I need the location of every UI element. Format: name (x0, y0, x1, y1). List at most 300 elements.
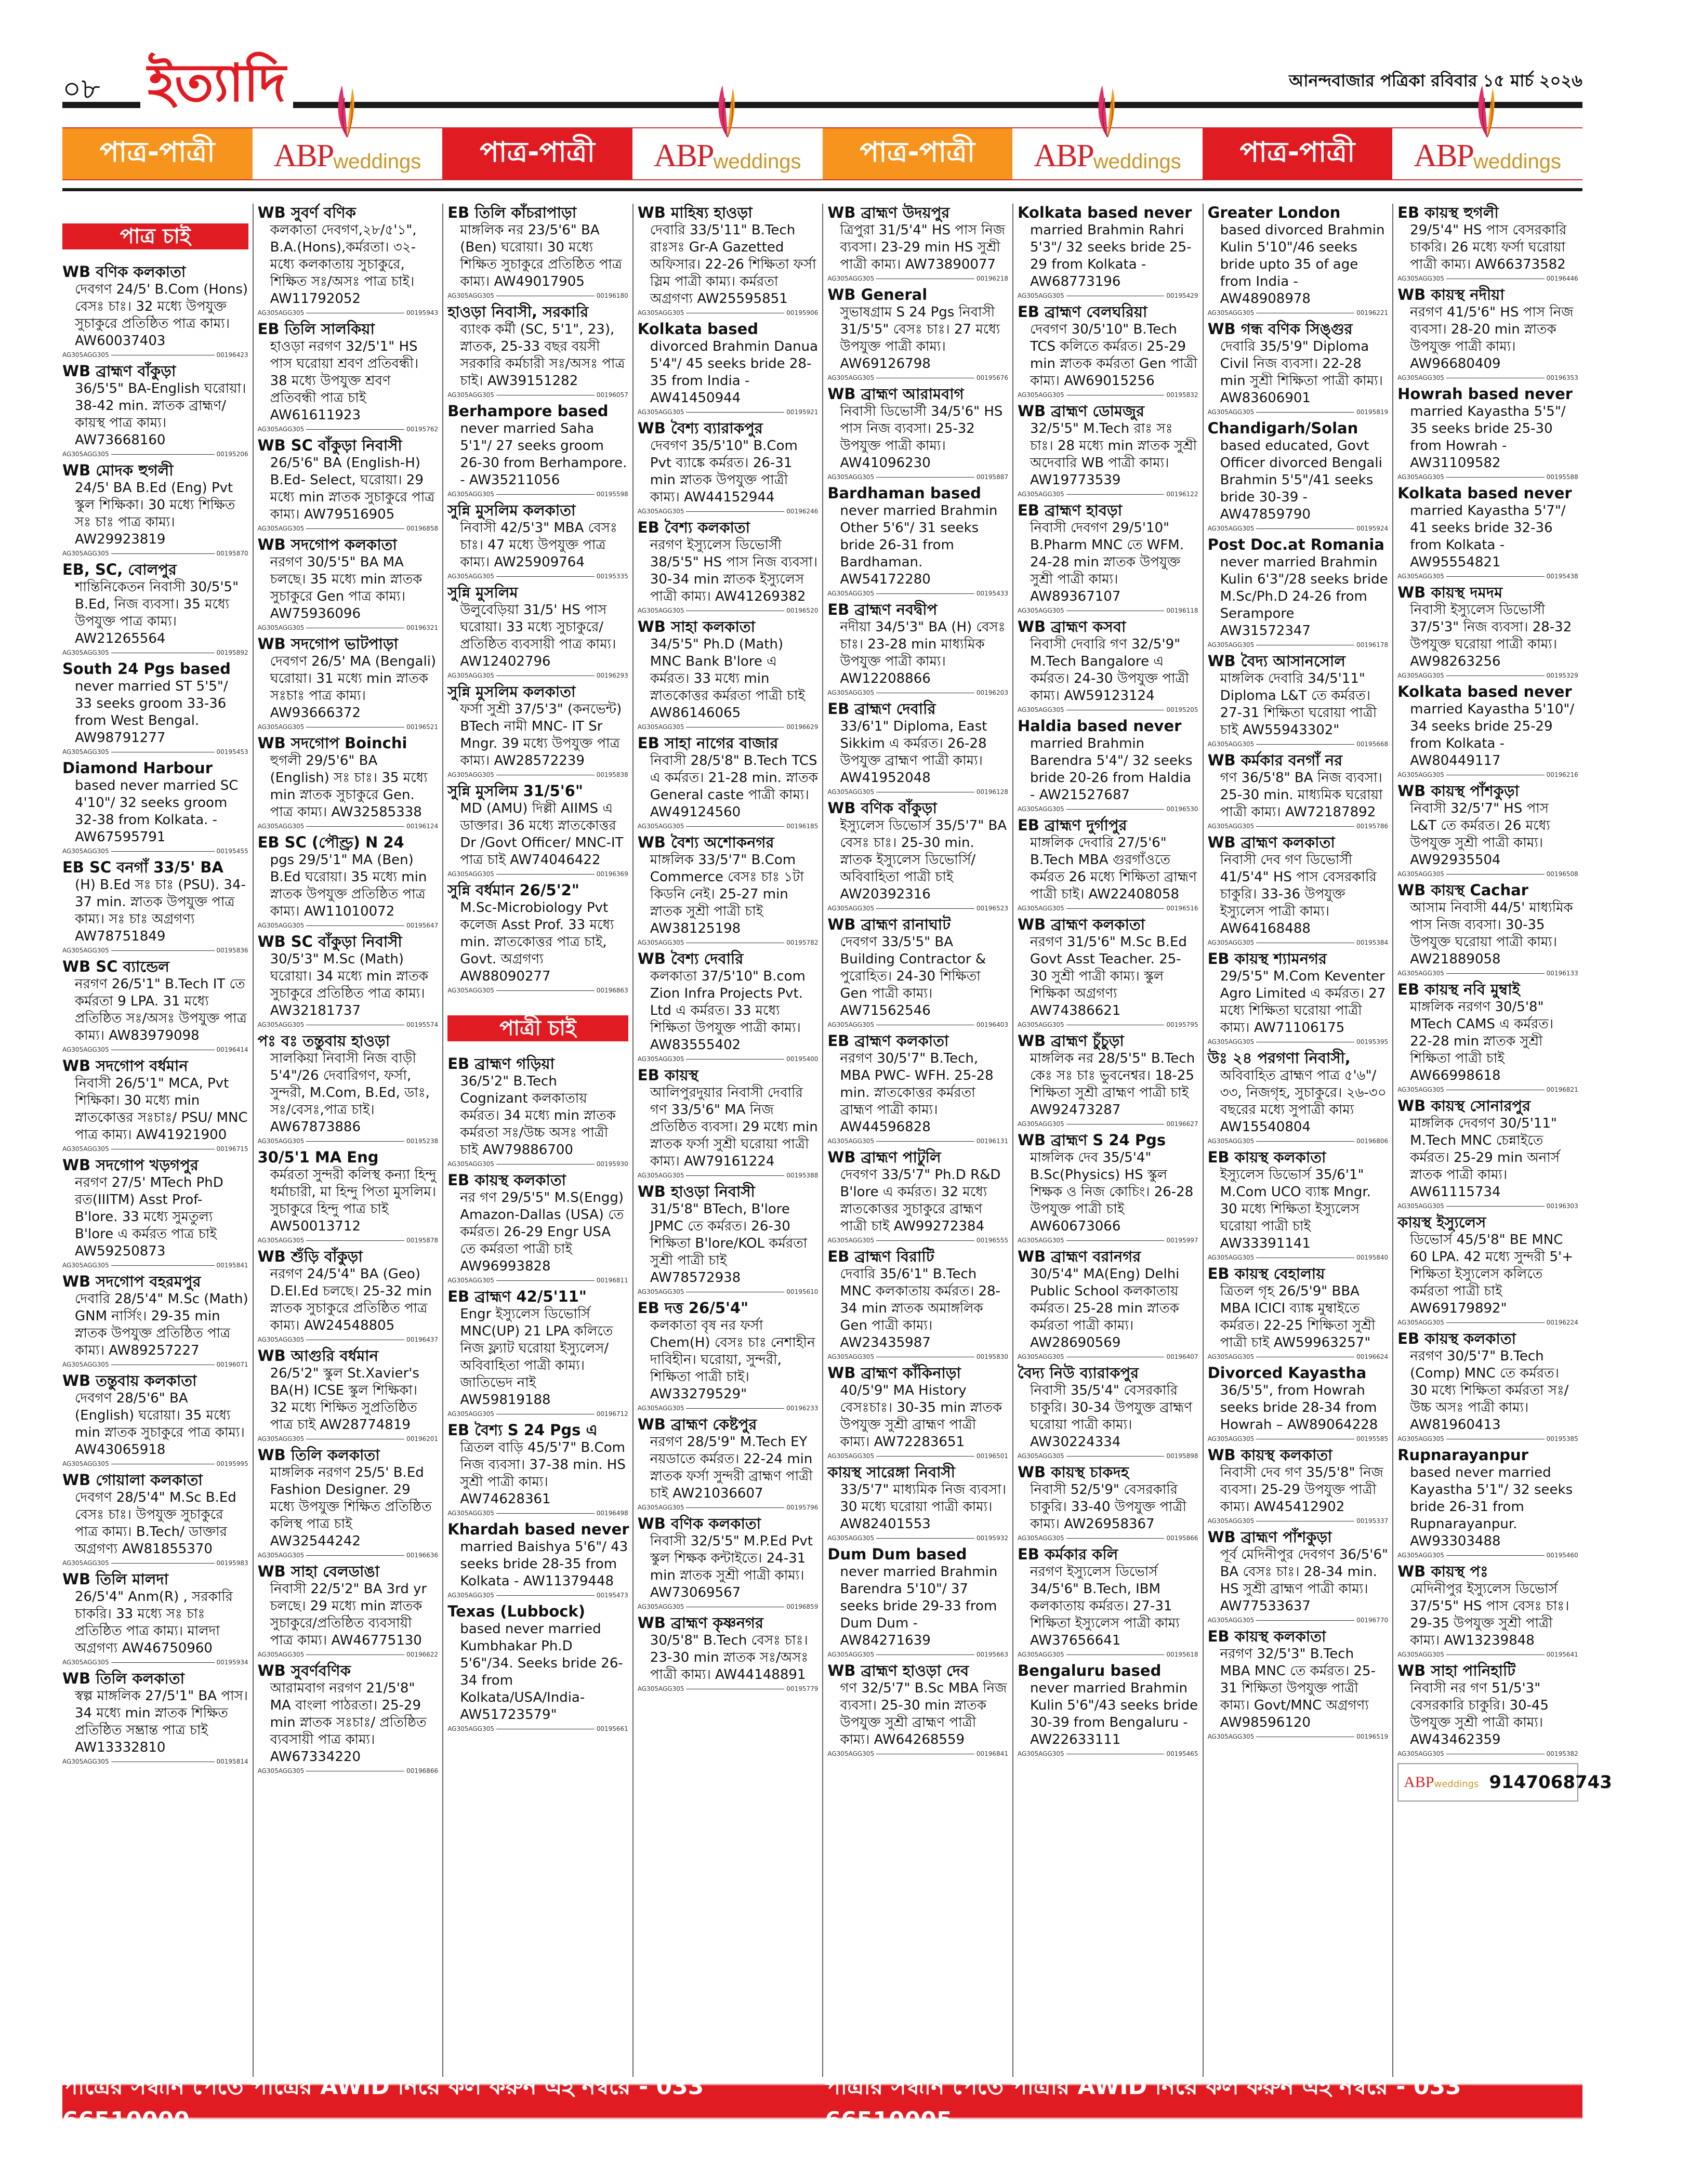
ad-code-prefix: AG305AGG305 (257, 426, 305, 433)
ad-code-divider (1256, 412, 1354, 413)
ad-ref-number: 00195830 (976, 1353, 1008, 1360)
ad-title: Greater London (1207, 204, 1341, 221)
ad-title: WB বৈশ্য অশোকনগর (637, 833, 774, 851)
ad-code-line (258, 624, 439, 632)
classified-ad (827, 916, 1008, 1029)
ad-body: M.Sc-Microbiology Pvt কলেজ Asst Prof. 33 মধ্যে min. স্নাতকোত্তর পাত্র চাই, Govt. অগ্রগণ্য AW88090277 (460, 900, 614, 984)
ad-title: WB আগুরি বর্ধমান (257, 1347, 378, 1365)
ad-code-prefix: AG305AGG305 (62, 1145, 109, 1153)
classified-columns (62, 204, 1612, 2077)
classified-ad (827, 484, 1008, 598)
classified-ad (827, 1248, 1008, 1361)
classified-ad (62, 362, 248, 458)
ad-code-prefix: AG305AGG305 (1397, 870, 1444, 878)
ad-code-line (1018, 1534, 1198, 1542)
ad-title: EB দত্ত 26/5'4" (637, 1299, 749, 1317)
ad-body: দেবারি 28/5'4" M.Sc (Math) GNM নার্সিং। 29-35 min স্নাতক উপযুক্ত প্রতিষ্ঠিত পাত্র কাম্য। AW89257227 (75, 1291, 248, 1358)
ad-code-prefix: AG305AGG305 (447, 870, 494, 878)
classified-ad (1208, 652, 1389, 748)
ad-body: based educated, Govt Officer divorced Bengali Brahmin 5'5"/41 seeks bride 30-39 - AW47859790 (1220, 438, 1382, 522)
classified-ad (1397, 1330, 1578, 1443)
ad-body: আলিপুরদুয়ার নিবাসী দেবারি গণ 33/5'6" MA নিজ প্রতিষ্ঠিত ব্যবসা। 29 মধ্যে min স্নাতক ফর্সা সুশ্রী ঘরোয়া পাত্রী কাম্য। AW79161224 (650, 1085, 818, 1169)
classified-ad (1397, 584, 1578, 680)
ad-ref-number: 00196523 (976, 905, 1008, 912)
ad-code-line (827, 274, 1008, 283)
ad-title: Haldia based never (1017, 717, 1182, 735)
ad-ref-number: 00196498 (596, 1510, 628, 1517)
ad-body: based never married SC 4'10"/ 32 seeks groom 32-38 from Kolkata. - AW67595791 (75, 778, 239, 845)
ad-title: WB কায়স্থ দমদম (1397, 584, 1503, 601)
classified-ad (638, 1614, 819, 1693)
classified-ad (638, 1415, 819, 1512)
ad-code-divider (111, 1662, 215, 1663)
ad-title: সুন্নি মুসলিম কলকাতা (447, 683, 576, 700)
ad-code-prefix: AG305AGG305 (447, 771, 494, 778)
classified-ad (62, 461, 248, 558)
ad-ref-number: 00195898 (1166, 1452, 1198, 1460)
classified-ad (62, 759, 248, 855)
ad-title: সুন্নি মুসলিম কলকাতা (447, 501, 576, 519)
ad-title: বৈদ্য নিউ ব্যারাকপুর (1017, 1364, 1139, 1382)
ad-ref-number: 00196501 (976, 1452, 1008, 1460)
ad-code-prefix: AG305AGG305 (1207, 1617, 1255, 1624)
ad-code-line (638, 1288, 819, 1296)
logo-weddings-text: weddings (333, 150, 421, 173)
classified-ad (1397, 1662, 1578, 1758)
ad-ref-number: 00195433 (976, 590, 1008, 597)
ad-ref-number: 00195887 (976, 473, 1008, 481)
ad-body: 32/5'5" M.Tech রাঃ সঃ চাঃ। 28 মধ্যে min স্নাতক সুশ্রী অদেবারি WB পাত্রী কাম্য। AW19773539 (1030, 421, 1197, 488)
ad-code-prefix: AG305AGG305 (257, 624, 305, 631)
ad-ref-number: 00196369 (596, 870, 628, 878)
classified-ad (447, 1288, 628, 1418)
ad-code-divider (111, 851, 215, 852)
ad-title: South 24 Pgs based (62, 660, 231, 678)
ad-body: মাঙ্গলিক দেব 35/5'4" B.Sc(Physics) HS স্কুল শিক্ষক ও নিজ কোচিং। 26-28 উপযুক্ত পাত্রী চাই AW60673066 (1030, 1150, 1194, 1234)
classified-ad (1018, 816, 1198, 912)
ad-code-prefix: AG305AGG305 (1397, 1086, 1444, 1093)
ad-body: never married Brahmin Kulin 5'6"/43 seeks bride 30-39 from Bengaluru - AW22633111 (1030, 1680, 1198, 1748)
ribbon-label: পাত্র-পাত্রী (442, 128, 632, 179)
ad-code-line (62, 1460, 248, 1468)
ad-code-prefix: AG305AGG305 (1397, 374, 1444, 381)
ad-body: নরগণ ইস্যুলেস ডিভোর্সী 38/5'5" HS পাস নিজ ব্যবসা। 30-34 min স্নাতক ইস্যুলেস পাত্রী কাম্য। AW41269382 (650, 537, 818, 604)
classified-ad (1397, 385, 1578, 481)
ad-code-prefix: AG305AGG305 (1017, 491, 1064, 498)
ad-title: Kolkata based (637, 320, 759, 338)
ad-title: WB গোয়ালা কলকাতা (62, 1471, 203, 1489)
ad-code-line (1208, 1732, 1389, 1741)
ad-code-prefix: AG305AGG305 (637, 1603, 684, 1610)
ad-code-prefix: AG305AGG305 (257, 1237, 305, 1244)
ad-code-divider (111, 553, 215, 554)
ad-title: WB কায়স্থ পাঁশকুড়া (1397, 782, 1520, 800)
ad-code-prefix: AG305AGG305 (827, 1237, 875, 1244)
classified-ad (62, 1156, 248, 1269)
ad-body: ইস্যুলেস ডিভোর্স 35/6'1" M.Com UCO ব্যাঙ্ক Mngr. 30 মধ্যে শিক্ষিতা ইস্যুলেস ঘরোয়া পাত্রী চাই AW33391141 (1220, 1167, 1371, 1251)
ad-code-prefix: AG305AGG305 (1017, 292, 1064, 299)
ad-body: দেবারি 35/5'9" Diploma Civil নিজ ব্যবসা। 22-28 min সুশ্রী শিক্ষিতা পাত্রী কাম্য। AW83606901 (1220, 339, 1383, 406)
classified-ad (1018, 1032, 1198, 1128)
ad-code-line (1397, 572, 1578, 580)
ad-code-line (447, 490, 628, 498)
ad-title: WB ব্রাহ্মণ কাঁকিনাড়া (827, 1364, 961, 1382)
ad-code-line (1208, 524, 1389, 533)
ad-body: 29/5'4" HS পাস বেসরকারি চাকরি। 26 মধ্যে ফর্সা ঘরোয়া পাত্রী কাম্য। AW66373582 (1410, 222, 1567, 272)
classified-ad (258, 1563, 439, 1659)
ad-ref-number: 00195465 (1166, 1750, 1198, 1757)
ad-body: দেবগণ 33/5'7" Ph.D R&D B'lore এ কর্মরত। 32 মধ্যে স্নাতকোত্তর সুচাকুরে ব্রাহ্মণ পাত্রী চাই AW99272384 (840, 1167, 1001, 1234)
ad-code-prefix: AG305AGG305 (827, 788, 875, 796)
ad-body: 30/5'4" MA(Eng) Delhi Public School কলকাতায় কর্মরত। 25-28 min স্নাতক কর্মরতা পাত্রী কাম্য। AW28690569 (1030, 1266, 1180, 1351)
ad-body: নিবাসী 32/5'7" HS পাস L&T তে কর্মরত। 26 মধ্যে উপযুক্ত সুশ্রী পাত্রী কাম্য। AW92935504 (1410, 801, 1550, 868)
ad-title: WB গন্ধ বণিক সিঙ্গুর (1207, 320, 1353, 338)
ad-code-prefix: AG305AGG305 (1207, 1254, 1255, 1261)
ad-code-divider (496, 1280, 595, 1281)
ad-ref-number: 00195429 (1166, 292, 1198, 299)
ad-code-line (62, 351, 248, 359)
ad-title: EB তিলি সালকিয়া (257, 320, 375, 338)
ad-code-line (1018, 606, 1198, 615)
ad-body: সুভাষগ্রাম S 24 Pgs নিবাসী 31/5'5" বেসঃ চাঃ। 27 মধ্যে উপযুক্ত পাত্রী কাম্য। AW69126798 (840, 305, 1000, 372)
ad-code-line (258, 822, 439, 830)
ad-ref-number: 00196622 (406, 1651, 439, 1658)
ad-body: নর গণ 29/5'5" M.S(Engg) Amazon-Dallas (USA) তে কর্মরত। 26-29 Engr USA তে কর্মরতা পাত্রী চাই AW96993828 (460, 1190, 624, 1274)
classified-ad (1208, 1446, 1389, 1525)
ad-body: (H) B.Ed সঃ চাঃ (PSU). 34-37 min. স্নাতক উপযুক্ত পাত্র কাম্য। সঃ চাঃ অগ্রগণ্য AW78751849 (75, 877, 246, 944)
ad-ref-number: 00195943 (406, 309, 439, 316)
ad-code-divider (876, 593, 974, 594)
classified-ad (62, 958, 248, 1054)
classified-ad (1208, 1049, 1389, 1145)
ad-body: 40/5'9" MA History বেসঃচাঃ। 30-35 min স্নাতক উপযুক্ত সুশ্রী ব্রাহ্মণ পাত্রী কাম্য। AW72283651 (840, 1383, 1002, 1450)
ad-title: EB বৈশ্য কলকাতা (637, 519, 750, 536)
classified-ad (1018, 618, 1198, 714)
ad-code-line (1397, 1202, 1578, 1210)
classified-ad (827, 799, 1008, 912)
classified-ad (827, 1662, 1008, 1758)
logo-abp-text: ABP (273, 138, 334, 174)
ad-code-line (1208, 938, 1389, 947)
ad-code-line (1397, 1551, 1578, 1559)
ad-code-prefix: AG305AGG305 (1207, 939, 1255, 946)
ad-title: EB, SC, বোলপুর (62, 561, 177, 578)
ad-code-line (638, 1171, 819, 1180)
ad-title: WB SC ব্যান্ডেল (62, 958, 169, 975)
ad-code-divider (306, 1240, 404, 1241)
ad-title: WB সদগোপ খড়গপুর (62, 1156, 199, 1174)
ad-ref-number: 00196841 (976, 1750, 1008, 1757)
classified-ad (258, 536, 439, 632)
ad-body: ডিভোর্স 45/5'8" BE MNC 60 LPA. 42 মধ্যে সুন্দরী 5'+ শিক্ষিতা ইস্যুলেস কলিতে কর্মরতা পাত্রী চাই AW69179892" (1410, 1232, 1573, 1316)
ad-code-line (638, 723, 819, 731)
ad-code-line (1018, 1120, 1198, 1128)
ad-code-prefix: AG305AGG305 (1017, 706, 1064, 713)
ad-title: পঃ বঃ তন্তুবায় হাওড়া (257, 1032, 390, 1050)
ad-body: never married Brahmin Barendra 5'10"/ 37 seeks bride 29-33 from Dum Dum - AW84271639 (840, 1564, 998, 1648)
ad-code-divider (306, 925, 404, 926)
ad-code-prefix: AG305AGG305 (1397, 1435, 1444, 1442)
ad-ref-number: 00195892 (216, 649, 248, 656)
ad-title: WB বৈশ্য দেবারি (637, 950, 744, 968)
classified-ad (258, 1446, 439, 1559)
ad-body: কলকাতা 37/5'10" B.com Zion Infra Projects Pvt. Ltd এ কর্মরত। 33 মধ্যে শিক্ষিতা উপযুক্ত পাত্রী কাম্য। AW83555402 (650, 969, 806, 1053)
ad-title: Texas (Lubbock) (447, 1603, 585, 1620)
ad-body: based never married Kumbhakar Ph.D 5'6"/34. Seeks bride 26-34 from Kolkata/USA/India- AW51723579" (460, 1621, 623, 1723)
ad-code-prefix: AG305AGG305 (62, 1046, 109, 1053)
ad-code-prefix: AG305AGG305 (1207, 740, 1255, 748)
ad-ref-number: 00195866 (1166, 1534, 1198, 1542)
classified-ad (638, 1066, 819, 1180)
ad-code-prefix: AG305AGG305 (62, 1659, 109, 1666)
ad-body: Engr ইস্যুলেস ডিভোর্সি MNC(UP) 21 LPA কলিতে নিজ ফ্ল্যাট ঘরোয়া ইস্যুলেস/অবিবাহিতা পাত্রী কাম্য। জাতিভেদ নাই AW59819188 (460, 1306, 613, 1408)
ad-title: WB মাহিষ্য হাওড়া (637, 204, 753, 221)
ad-code-line (638, 938, 819, 947)
ad-code-prefix: AG305AGG305 (257, 1336, 305, 1343)
ad-code-prefix: AG305AGG305 (257, 922, 305, 929)
ad-title: EB ব্রাহ্মণ নবদ্বীপ (827, 601, 938, 618)
ad-ref-number: 00196423 (216, 351, 248, 359)
ad-title: WB বৈশ্য ব্যারাকপুর (637, 419, 763, 437)
classified-ad (62, 660, 248, 756)
ad-body: ত্রিতল বাড়ি 45/5'7" B.Com নিজ ব্যবসা। 37-38 min. HS সুশ্রী পাত্রী কাম্য। AW74628361 (460, 1440, 626, 1507)
ad-title: WB সদগোপ Boinchi (257, 734, 407, 752)
ad-code-prefix: AG305AGG305 (1207, 309, 1255, 316)
ad-title: WB বণিক বাঁকুড়া (827, 799, 937, 817)
ad-title: WB সদগোপ ভাটপাড়া (257, 635, 399, 653)
classified-ad (62, 1570, 248, 1666)
ad-title: WB ব্রাহ্মণ পাটুলি (827, 1148, 941, 1166)
ad-body: মাঙ্গলিক নর 28/5'5" B.Tech কেঃ সঃ চাঃ ভুবনেশ্বর। 18-25 শিক্ষিতা সুশ্রী ব্রাহ্মণ পাত্রী চাই AW92473287 (1030, 1051, 1195, 1118)
ad-body: দেবগণ 35/5'10" B.Com Pvt ব্যাঙ্কে কর্মরত। 26-31 min স্নাতক উপযুক্ত পাত্রী কাম্য। AW44152944 (650, 438, 798, 505)
ad-code-divider (1446, 1555, 1545, 1556)
ad-code-line (1208, 1253, 1389, 1262)
ad-code-line (258, 1335, 439, 1344)
ad-body: শান্তিনিকেতন নিবাসী 30/5'5" B.Ed, নিজ ব্যবসা। 35 মধ্যে উপযুক্ত পাত্র কাম্য। AW21265564 (75, 579, 239, 646)
ad-title: WB ব্রাহ্মণ বরানগর (1017, 1248, 1141, 1265)
ad-code-divider (111, 1265, 215, 1266)
ad-code-prefix: AG305AGG305 (1397, 275, 1444, 282)
ad-ref-number: 00196866 (406, 1767, 439, 1775)
ad-body: মাঙ্গলিক 33/5'7" B.Com Commerce বেসঃ চাঃ ১টা কিডনি নেই। 25-27 min স্নাতক সুশ্রী পাত্রী চাই AW38125198 (650, 852, 804, 936)
ad-code-line (62, 450, 248, 458)
ad-body: 36/5'5" BA-English ঘরোয়া। 38-42 min. স্নাতক ব্রাহ্মণ/ কায়স্থ পাত্র কাম্য। AW73668160 (75, 381, 246, 448)
ad-title: Chandigarh/Solan (1207, 419, 1358, 437)
ad-ref-number: 00195598 (596, 491, 628, 498)
ad-title: WB কায়স্থ কলকাতা (1207, 1446, 1332, 1464)
ad-ref-number: 00196821 (1546, 1086, 1578, 1093)
ad-body: 36/5'2" B.Tech Cognizant কলকাতায় কর্মরত। 34 মধ্যে min স্নাতক কর্মরতা সঃ/উচ্চ অসঃ পাত্রী চাই AW79886700 (460, 1074, 616, 1158)
ribbon-label: পাত্র-পাত্রী (62, 128, 253, 179)
ad-ref-number: 00195588 (1546, 473, 1578, 481)
ad-code-line (258, 1236, 439, 1245)
ad-ref-number: 00196520 (786, 607, 819, 614)
ad-code-line (1208, 1616, 1389, 1624)
classified-ad (1397, 981, 1578, 1094)
classified-ad (1208, 950, 1389, 1046)
ad-title: WB বণিক কলকাতা (62, 263, 186, 281)
ad-ref-number: 00196403 (976, 1021, 1008, 1028)
ad-code-prefix: AG305AGG305 (827, 905, 875, 912)
ad-code-divider (496, 576, 595, 577)
ad-code-line (1018, 1650, 1198, 1659)
ad-code-divider (1066, 1538, 1165, 1539)
classified-ad (447, 782, 628, 878)
ad-title: EB ব্রাহ্মণ হাবড়া (1017, 501, 1123, 519)
ad-body: 29/5'5" M.Com Keventer Agro Limited এ কর্মরত। 27 মধ্যে শিক্ষিতা ঘরোয়া পাত্রী কাম্য। AW71106175 (1220, 969, 1386, 1036)
ad-body: married Kayastha 5'5"/ 35 seeks bride 25-30 from Howrah - AW31109582 (1410, 404, 1566, 471)
ad-title: WB কায়স্থ Cachar (1397, 881, 1528, 899)
ad-ref-number: 00195934 (216, 1659, 248, 1666)
ad-ref-number: 00195453 (216, 748, 248, 756)
ad-code-line (1397, 374, 1578, 382)
ad-code-prefix: AG305AGG305 (1017, 805, 1064, 813)
ad-code-divider (1256, 1620, 1354, 1621)
ad-body: নরগণ 30/5'7" B.Tech (Comp) MNC তে কর্মরত। 30 মধ্যে শিক্ষিতা কর্মরতা সঃ/উচ্চ অসঃ পাত্রী কাম্য। AW81960413 (1410, 1348, 1569, 1433)
ad-ref-number: 00195779 (786, 1685, 819, 1692)
ad-title: কায়স্থ সারেঙ্গা নিবাসী (827, 1463, 955, 1481)
ad-code-prefix: AG305AGG305 (1397, 1319, 1444, 1326)
ad-code-prefix: AG305AGG305 (62, 649, 109, 656)
ad-title: উঃ ২৪ পরগণা নিবাসী, (1207, 1049, 1351, 1067)
classified-ad (1208, 419, 1389, 533)
ad-code-prefix: AG305AGG305 (1017, 1120, 1064, 1128)
ad-code-line (1018, 1452, 1198, 1460)
classified-ad (62, 858, 248, 955)
classified-ad (638, 419, 819, 515)
ad-code-prefix: AG305AGG305 (447, 1592, 494, 1599)
ad-code-line (1018, 1236, 1198, 1245)
classified-ad (258, 734, 439, 830)
ad-code-prefix: AG305AGG305 (447, 672, 494, 679)
ad-code-prefix: AG305AGG305 (827, 1452, 875, 1460)
classified-ad (1397, 484, 1578, 580)
ad-code-prefix: AG305AGG305 (1397, 1202, 1444, 1210)
classified-ad (638, 204, 819, 317)
ad-code-prefix: AG305AGG305 (637, 1685, 684, 1692)
ad-body: মাঙ্গলিক দেবারি 34/5'11" Diploma L&T তে কর্মরত। 27-31 শিক্ষিতা ঘরোয়া পাত্রী চাই AW55943302" (1220, 671, 1377, 738)
contact-logo (1404, 1773, 1479, 1791)
contact-logo-abp: ABP (1404, 1773, 1434, 1791)
ad-ref-number: 00195668 (1356, 740, 1389, 748)
ad-code-line (638, 309, 819, 317)
ad-ref-number: 00196128 (976, 788, 1008, 796)
ad-code-divider (686, 826, 784, 827)
ad-code-line (447, 1410, 628, 1418)
ad-code-prefix: AG305AGG305 (1017, 1534, 1064, 1542)
ad-title: Bardhaman based (827, 484, 981, 502)
ad-ref-number: 00195395 (1356, 1038, 1389, 1045)
ad-code-line (447, 1276, 628, 1285)
ad-code-line (258, 1021, 439, 1029)
ad-code-divider (1446, 1322, 1545, 1323)
ad-body: 26/5'2" স্কুল St.Xavier's BA(H) ICSE স্কুল শিক্ষিকা। 32 মধ্যে শিক্ষিত সুপ্রতিষ্ঠিত পাত্র চাই AW28774819 (270, 1366, 419, 1433)
ad-code-line (62, 748, 248, 756)
ad-code-line (1208, 641, 1389, 649)
ad-code-line (258, 1767, 439, 1775)
ad-body: সালকিয়া নিবাসী নিজ বাড়ী 5'4"/26 দেবারিগণ, ফর্সা, সুন্দরী, M.Com, B.Ed, ডাঃ, সঃ/বেসঃ,পাত্র চাই। AW67873886 (270, 1051, 430, 1135)
column-7 (1203, 204, 1393, 2077)
classified-ad (827, 1032, 1008, 1145)
ad-body: married Kayastha 5'10"/ 34 seeks bride 25-29 from Kolkata - AW80449117 (1410, 701, 1575, 769)
ad-ref-number: 00195906 (786, 309, 819, 316)
ad-code-prefix: AG305AGG305 (62, 451, 109, 458)
ad-code-prefix: AG305AGG305 (447, 491, 494, 498)
ad-title: WB হাওড়া নিবাসী (637, 1183, 755, 1200)
ad-body: নিবাসী নর গণ 51/5'3" বেসরকারি চাকুরি। 30-45 উপযুক্ত সুশ্রী পাত্রী কাম্য। AW43462359 (1410, 1680, 1549, 1748)
masthead (62, 52, 1582, 114)
footer-banner (62, 2073, 1582, 2134)
ad-body: divorced Brahmin Danua 5'4"/ 45 seeks bride 28-35 from India - AW41450944 (650, 339, 819, 406)
ad-code-divider (1256, 528, 1354, 529)
ad-body: নিবাসী 35/5'4" বেসরকারি চাকুরি। 30-34 উপযুক্ত ব্রাহ্মণ ঘরোয়া পাত্রী কাম্য। AW30224334 (1030, 1383, 1193, 1450)
ad-code-prefix: AG305AGG305 (1207, 823, 1255, 830)
ad-code-line (638, 1503, 819, 1512)
ad-ref-number: 00195921 (786, 408, 819, 416)
ad-title: EB কায়স্থ কলকাতা (447, 1171, 566, 1189)
ad-body: হুগলী 29/5'6" BA (English) সঃ চাঃ। 35 মধ্যে min স্নাতক সুচাকুরে Gen. পাত্র কাম্য। AW32585338 (270, 753, 428, 820)
ad-code-divider (876, 477, 974, 478)
ad-code-prefix: AG305AGG305 (827, 275, 875, 282)
classified-ad (638, 519, 819, 615)
ad-code-divider (306, 429, 404, 430)
abp-weddings-logo (1392, 128, 1582, 179)
ad-body: 30/5'8" B.Tech বেসঃ চাঃ। 23-30 min স্নাতক সঃ/অসঃ পাত্রী কাম্য। AW44148891 (650, 1633, 809, 1683)
ad-code-line (62, 648, 248, 657)
ad-ref-number: 00195610 (786, 1288, 819, 1295)
ad-code-line (258, 1551, 439, 1559)
ad-title: EB ব্রাহ্মণ গড়িয়া (447, 1055, 555, 1073)
column-4 (632, 204, 823, 2077)
ad-code-divider (686, 1507, 784, 1508)
ad-body: 30/5'3" M.Sc (Math) ঘরোয়া। 34 মধ্যে min স্নাতক সুচাকুরে প্রতিষ্ঠিত পাত্র কাম্য। AW32181737 (270, 951, 428, 1018)
ad-title: সুন্নি মুসলিম (447, 584, 518, 601)
classified-ad (447, 584, 628, 680)
classified-ad (1208, 320, 1389, 416)
classified-ad (1208, 536, 1389, 649)
ad-code-line (638, 1404, 819, 1412)
ad-code-line (827, 589, 1008, 598)
ad-body: ত্রিতল গৃহ 26/5'9" BBA MBA ICICI ব্যাঙ্ক মুম্বাইতে কর্মরত। 22-25 শিক্ষিতা সুশ্রী পাত্রী চাই AW59963257" (1220, 1283, 1376, 1351)
ad-code-line (638, 1685, 819, 1693)
ad-code-prefix: AG305AGG305 (637, 1172, 684, 1179)
ad-code-line (447, 671, 628, 680)
ad-code-prefix: AG305AGG305 (637, 939, 684, 946)
ad-code-line (1397, 771, 1578, 779)
classified-ad (258, 1148, 439, 1245)
ad-body: নিবাসী 28/5'8" B.Tech TCS এ কর্মরত। 21-28 min. স্নাতক General caste পাত্রী কাম্য। AW49124560 (650, 753, 818, 820)
ad-title: WB সাহা পানিহাটি (1397, 1662, 1516, 1679)
ad-ref-number: 00195840 (1356, 1254, 1389, 1261)
ad-ref-number: 00195473 (596, 1592, 628, 1599)
abp-weddings-logo (1012, 128, 1203, 179)
classified-ad (1397, 204, 1578, 283)
ad-code-prefix: AG305AGG305 (1207, 408, 1255, 416)
ad-code-prefix: AG305AGG305 (1207, 1435, 1255, 1442)
ad-ref-number: 00195238 (406, 1137, 439, 1145)
ad-code-divider (496, 1595, 595, 1596)
ad-code-prefix: AG305AGG305 (1207, 1038, 1255, 1045)
ad-ref-number: 00195832 (1166, 391, 1198, 399)
classified-ad (258, 933, 439, 1029)
column-2 (253, 204, 443, 2077)
ad-title: WB সুবর্ণ বণিক (257, 204, 356, 221)
ad-code-line (447, 1509, 628, 1517)
ad-title: EB কায়স্থ বেহালায় (1207, 1265, 1325, 1282)
ad-title: সুন্নি মুসলিম 31/5'6" (447, 782, 583, 800)
ad-ref-number: 00195995 (216, 1460, 248, 1467)
ad-ref-number: 00196407 (1166, 1353, 1198, 1360)
